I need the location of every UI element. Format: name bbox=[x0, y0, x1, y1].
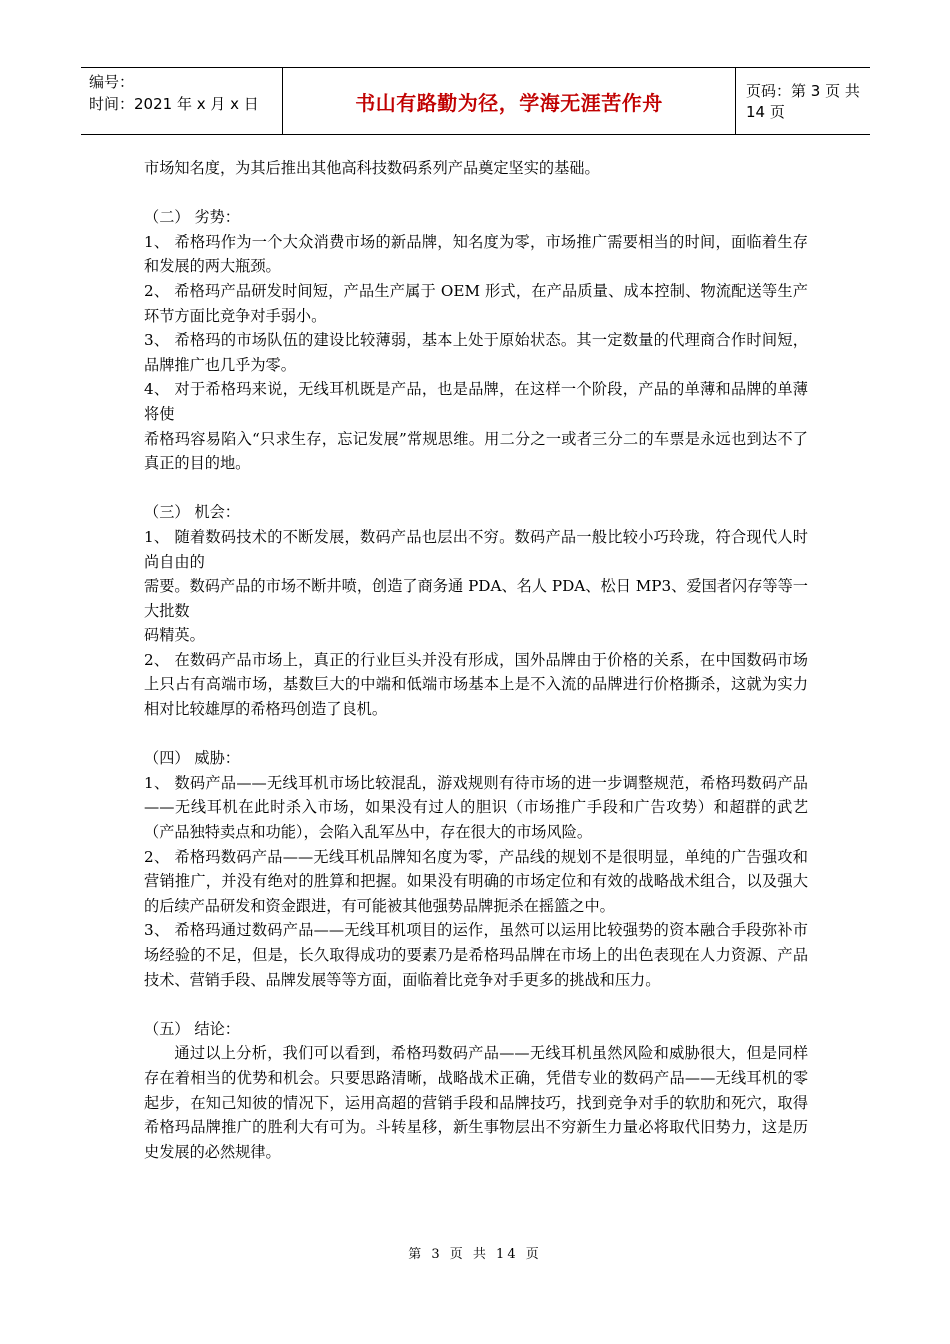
section-heading-weaknesses: （二） 劣势： bbox=[144, 208, 240, 227]
section-heading-conclusion: （五） 结论： bbox=[144, 1019, 240, 1038]
document-time-label: 时间：2021 年 x 月 x 日 bbox=[89, 95, 259, 113]
paragraph: 1、 希格玛作为一个大众消费市场的新品牌，知名度为零，市场推广需要相当的时间，面临着生存和发展的两大瓶颈。 bbox=[144, 232, 808, 276]
paragraph: 3、 希格玛的市场队伍的建设比较薄弱，基本上处于原始状态。其一定数量的代理商合作时间短，品牌推广也几乎为零。 bbox=[144, 331, 808, 374]
paragraph: 市场知名度，为其后推出其他高科技数码系列产品奠定坚实的基础。 bbox=[144, 159, 600, 177]
header-page-info: 页码：第 3 页 共 14 页 bbox=[746, 82, 860, 121]
paragraph: 3、 希格玛通过数码产品——无线耳机项目的运作，虽然可以运用比较强势的资本融合手段弥补市场经验的不足，但是，长久取得成功的要素乃是希格玛品牌在市场上的出色表现在人力资源、产品技术、营销手段、品牌发展等等方面，面临着比竞争对手更多的挑战和压力。 bbox=[144, 921, 808, 989]
section-heading-threats: （四） 威胁： bbox=[144, 749, 240, 768]
paragraph: 码精英。 bbox=[144, 626, 205, 645]
paragraph-gap bbox=[144, 181, 808, 206]
paragraph: 2、 在数码产品市场上，真正的行业巨头并没有形成，国外品牌由于价格的关系，在中国数码市场上只占有高端市场，基数巨大的中端和低端市场基本上是不入流的品牌进行价格撕杀，这就为实力相对比较雄厚的希格玛创造了良机。 bbox=[144, 650, 808, 719]
paragraph: 1、 数码产品——无线耳机市场比较混乱，游戏规则有待市场的进一步调整规范，希格玛数码产品——无线耳机在此时杀入市场，如果没有过人的胆识（市场推广手段和广告攻势）和超群的武艺（产品独特卖点和功能），会陷入乱军丛中，存在很大的市场风险。 bbox=[144, 773, 808, 842]
paragraph-gap bbox=[144, 992, 808, 1017]
paragraph: 需要。数码产品的市场不断井喷，创造了商务通 PDA、名人 PDA、松日 MP3、爱国者闪存等等一大批数 bbox=[144, 577, 808, 620]
document-body bbox=[144, 156, 808, 1164]
section-heading-opportunities: （三） 机会： bbox=[144, 503, 240, 522]
paragraph: 4、 对于希格玛来说，无线耳机既是产品，也是品牌，在这样一个阶段，产品的单薄和品牌的单薄将使 bbox=[144, 380, 808, 423]
header-meta bbox=[81, 68, 283, 134]
document-number-label: 编号： bbox=[89, 73, 135, 91]
document-header bbox=[81, 67, 870, 135]
paragraph: 通过以上分析，我们可以看到，希格玛数码产品——无线耳机虽然风险和威胁很大，但是同样存在着相当的优势和机会。只要思路清晰，战略战术正确，凭借专业的数码产品——无线耳机的零起步，在知己知彼的情况下，运用高超的营销手段和品牌技巧，找到竞争对手的软肋和死穴，取得希格玛品牌推广的胜利大有可为。斗转星移，新生事物层出不穷新生力量必将取代旧势力，这是历史发展的必然规律。 bbox=[144, 1044, 808, 1161]
paragraph: 2、 希格玛产品研发时间短，产品生产属于 OEM 形式，在产品质量、成本控制、物流配送等生产环节方面比竞争对手弱小。 bbox=[144, 281, 808, 325]
paragraph-gap bbox=[144, 476, 808, 501]
paragraph: 1、 随着数码技术的不断发展，数码产品也层出不穷。数码产品一般比较小巧玲珑，符合现代人时尚自由的 bbox=[144, 527, 808, 571]
paragraph-gap bbox=[144, 722, 808, 747]
header-motto: 书山有路勤为径，学海无涯苦作舟 bbox=[283, 68, 736, 134]
paragraph: 2、 希格玛数码产品——无线耳机品牌知名度为零，产品线的规划不是很明显，单纯的广告强攻和营销推广，并没有绝对的胜算和把握。如果没有明确的市场定位和有效的战略战术组合，以及强大的后续产品研发和资金跟进，有可能被其他强势品牌扼杀在摇篮之中。 bbox=[144, 847, 808, 915]
paragraph: 希格玛容易陷入“只求生存，忘记发展”常规思维。用二分之一或者三分二的车票是永远也到达不了真正的目的地。 bbox=[144, 429, 808, 473]
page-footer: 第 3 页 共 14 页 bbox=[408, 1247, 542, 1262]
